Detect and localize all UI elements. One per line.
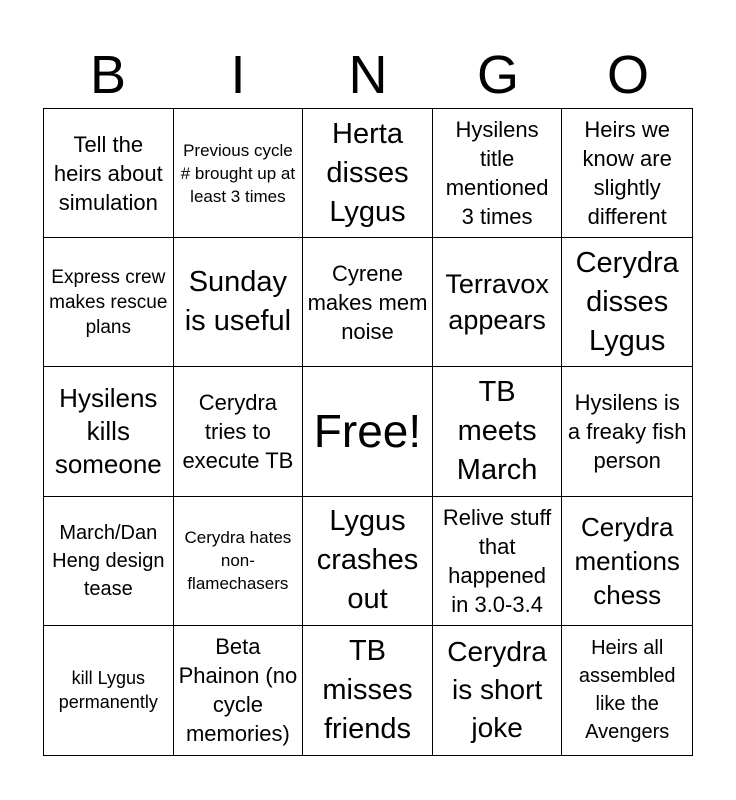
cell-text: Express crew makes rescue plans [49,266,168,338]
header-letter-b: B [89,45,127,105]
cell-text: Previous cycle # brought up at least 3 times [180,140,296,206]
cell-text: Terravox appears [445,269,549,336]
bingo-cell[interactable] [562,238,692,367]
bingo-cell[interactable] [303,109,433,238]
bingo-board [43,108,693,756]
bingo-cell[interactable] [44,497,174,626]
bingo-cell[interactable] [433,109,563,238]
cell-text: TB misses friends [322,634,413,745]
cell-text: Herta disses Lygus [326,117,409,228]
cell-text: TB meets March [456,375,538,486]
bingo-cell[interactable] [174,367,304,496]
bingo-cell[interactable] [562,626,692,755]
bingo-cell[interactable] [562,497,692,626]
header-letter-g: G [476,45,519,105]
bingo-cell[interactable] [433,367,563,496]
cell-text: Hysilens title mentioned 3 times [445,117,549,230]
free-space-cell[interactable] [303,367,433,496]
cell-text: Heirs we know are slightly different [582,117,672,230]
bingo-cell[interactable] [433,497,563,626]
cell-text: Hysilens is a freaky fish person [567,389,687,473]
bingo-cell[interactable] [562,109,692,238]
bingo-cell[interactable] [44,626,174,755]
bingo-cell[interactable] [433,626,563,755]
bingo-cell[interactable] [44,238,174,367]
bingo-cell[interactable] [303,238,433,367]
cell-text: Hysilens kills someone [54,382,162,479]
cell-text: Heirs all assembled like the Avengers [578,637,676,744]
bingo-cell[interactable] [174,109,304,238]
cell-text: Cerydra is short joke [447,636,547,744]
bingo-cell[interactable] [303,497,433,626]
cell-text: March/Dan Heng design tease [52,521,165,600]
bingo-cell[interactable] [562,367,692,496]
cell-text: Cerydra hates non-flamechasers [184,528,292,594]
cell-text: Cyrene makes mem noise [307,260,428,344]
cell-text: Lygus crashes out [316,505,419,616]
cell-text: Relive stuff that happened in 3.0-3.4 [442,504,552,617]
bingo-cell[interactable] [433,238,563,367]
bingo-cell[interactable] [303,626,433,755]
bingo-cell[interactable] [44,109,174,238]
cell-text: kill Lygus permanently [58,668,158,713]
cell-text: Free! [313,405,422,458]
cell-text: Cerydra disses Lygus [575,246,679,357]
cell-text: Tell the heirs about simulation [53,131,163,215]
cell-text: Cerydra tries to execute TB [182,389,294,473]
header-letter-i: I [230,45,246,105]
bingo-cell[interactable] [174,238,304,367]
bingo-cell[interactable] [44,367,174,496]
bingo-cell[interactable] [174,626,304,755]
header-letter-n: N [348,45,388,105]
cell-text: Beta Phainon (no cycle memories) [178,634,298,747]
bingo-cell[interactable] [174,497,304,626]
bingo-header [43,42,693,108]
cell-text: Sunday is useful [184,266,292,338]
cell-text: Cerydra mentions chess [574,511,680,610]
header-letter-o: O [606,45,649,105]
